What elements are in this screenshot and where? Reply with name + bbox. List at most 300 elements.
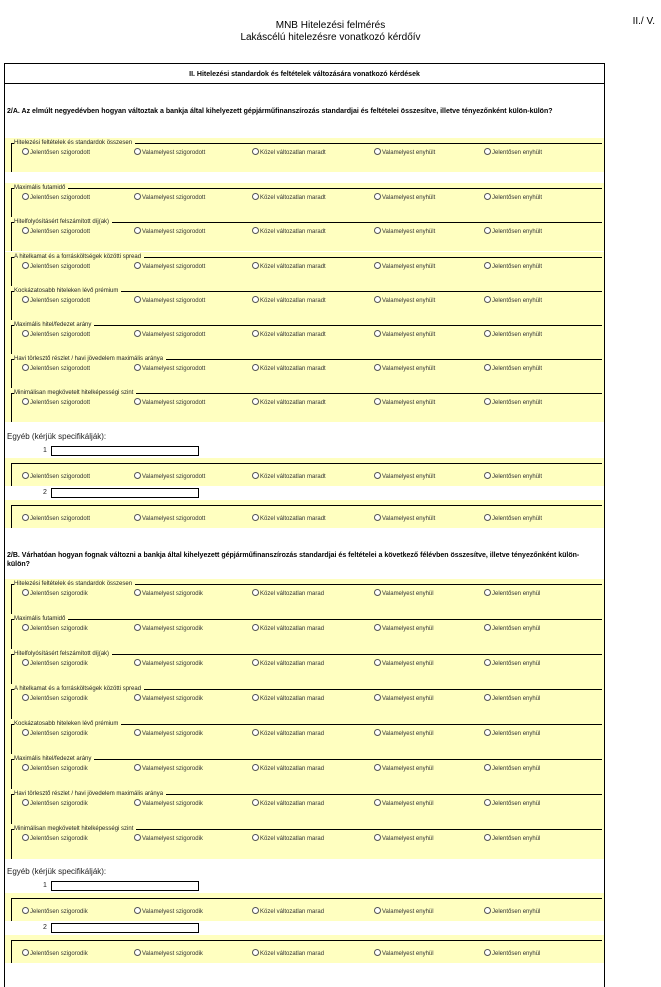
radio-button[interactable]	[22, 193, 29, 200]
factor-label: Hitelfolyósításért felszámított díj(ak)	[14, 218, 112, 226]
radio-button[interactable]	[484, 227, 491, 234]
factor-groupbox	[11, 616, 602, 649]
radio-option[interactable]	[22, 907, 88, 916]
radio-button[interactable]	[484, 907, 491, 914]
radio-label: Közel változatlan marad	[260, 766, 325, 772]
radio-option[interactable]	[374, 193, 435, 202]
radio-button[interactable]	[22, 472, 29, 479]
radio-label: Valamelyest szigorodik	[142, 766, 203, 772]
radio-button[interactable]	[134, 799, 141, 806]
radio-option[interactable]	[374, 472, 435, 481]
radio-option[interactable]	[252, 514, 326, 523]
radio-button[interactable]	[484, 514, 491, 521]
radio-button[interactable]	[134, 834, 141, 841]
radio-button[interactable]	[484, 729, 491, 736]
radio-option[interactable]	[134, 296, 205, 305]
radio-label: Jelentősen szigorodott	[30, 332, 91, 338]
radio-button[interactable]	[134, 330, 141, 337]
factor-group	[5, 614, 604, 649]
other-text-input[interactable]	[51, 488, 199, 498]
radio-button[interactable]	[252, 834, 259, 841]
factor-group	[5, 719, 604, 754]
factor-group	[5, 824, 604, 859]
radio-option[interactable]	[484, 589, 540, 598]
radio-option[interactable]	[252, 296, 326, 305]
radio-button[interactable]	[374, 364, 381, 371]
radio-option[interactable]	[134, 364, 205, 373]
radio-label: Közel változatlan maradt	[260, 195, 326, 201]
radio-label: Közel változatlan maradt	[260, 264, 326, 270]
radio-label: Közel változatlan maradt	[260, 474, 326, 480]
radio-button[interactable]	[134, 227, 141, 234]
radio-option[interactable]	[374, 764, 434, 773]
factor-group	[5, 138, 604, 172]
radio-label: Valamelyest enyhül	[382, 766, 434, 772]
radio-option[interactable]	[134, 949, 203, 958]
radio-option[interactable]	[22, 330, 90, 339]
radio-option[interactable]	[134, 193, 205, 202]
radio-button[interactable]	[134, 659, 141, 666]
radio-label: Valamelyest szigorodik	[142, 731, 203, 737]
radio-button[interactable]	[134, 472, 141, 479]
radio-option[interactable]	[484, 949, 540, 958]
radio-button[interactable]	[22, 296, 29, 303]
radio-label: Valamelyest szigorodott	[142, 195, 206, 201]
factor-label: Maximális futamidő	[14, 184, 68, 192]
radio-label: Jelentősen enyhül	[492, 661, 541, 667]
radio-button[interactable]	[22, 834, 29, 841]
radio-label: Valamelyest enyhül	[382, 661, 434, 667]
radio-option[interactable]	[252, 227, 326, 236]
other-item-number: 1	[43, 447, 47, 454]
radio-option[interactable]	[22, 949, 88, 958]
radio-option[interactable]	[134, 659, 203, 668]
radio-option[interactable]	[374, 148, 435, 157]
radio-button[interactable]	[484, 834, 491, 841]
radio-label: Jelentősen enyhül	[492, 696, 541, 702]
radio-button[interactable]	[374, 907, 381, 914]
radio-button[interactable]	[374, 799, 381, 806]
radio-option[interactable]	[22, 148, 90, 157]
radio-button[interactable]	[374, 227, 381, 234]
radio-button[interactable]	[22, 729, 29, 736]
radio-label: Valamelyest enyhült	[382, 195, 436, 201]
radio-option[interactable]	[484, 834, 540, 843]
radio-label: Jelentősen szigorodik	[30, 766, 88, 772]
radio-option[interactable]	[484, 472, 542, 481]
radio-button[interactable]	[252, 148, 259, 155]
radio-option[interactable]	[484, 694, 540, 703]
radio-button[interactable]	[484, 472, 491, 479]
radio-option[interactable]	[252, 729, 324, 738]
radio-option[interactable]	[134, 764, 203, 773]
radio-option[interactable]	[374, 589, 434, 598]
radio-option[interactable]	[134, 472, 205, 481]
factor-groupbox	[11, 322, 602, 354]
radio-label: Valamelyest enyhül	[382, 696, 434, 702]
radio-button[interactable]	[134, 514, 141, 521]
radio-button[interactable]	[374, 834, 381, 841]
radio-button[interactable]	[484, 193, 491, 200]
radio-button[interactable]	[134, 907, 141, 914]
radio-option[interactable]	[134, 227, 205, 236]
radio-label: Valamelyest enyhült	[382, 298, 436, 304]
radio-option[interactable]	[134, 262, 205, 271]
radio-label: Jelentősen enyhült	[492, 264, 543, 270]
radio-label: Közel változatlan marad	[260, 909, 325, 915]
other-item-number: 2	[43, 489, 47, 496]
factor-group	[5, 789, 604, 824]
radio-button[interactable]	[252, 330, 259, 337]
radio-button[interactable]	[484, 624, 491, 631]
factor-group	[5, 252, 604, 286]
radio-button[interactable]	[252, 364, 259, 371]
radio-option[interactable]	[484, 364, 542, 373]
factor-label: A hitelkamat és a forrásköltségek közötti spread	[14, 685, 144, 693]
radio-button[interactable]	[22, 398, 29, 405]
radio-label: Jelentősen enyhül	[492, 766, 541, 772]
radio-button[interactable]	[252, 949, 259, 956]
radio-button[interactable]	[484, 296, 491, 303]
radio-option[interactable]	[22, 589, 88, 598]
factor-groupbox	[11, 826, 602, 859]
radio-button[interactable]	[22, 227, 29, 234]
radio-option[interactable]	[134, 834, 203, 843]
radio-label: Valamelyest enyhül	[382, 801, 434, 807]
radio-button[interactable]	[22, 799, 29, 806]
radio-option[interactable]	[252, 799, 324, 808]
radio-button[interactable]	[484, 659, 491, 666]
radio-option[interactable]	[484, 514, 542, 523]
radio-option[interactable]	[374, 694, 434, 703]
radio-label: Valamelyest szigorodik	[142, 696, 203, 702]
radio-label: Valamelyest enyhült	[382, 150, 436, 156]
radio-label: Jelentősen szigorodott	[30, 229, 91, 235]
radio-label: Valamelyest szigorodik	[142, 591, 203, 597]
radio-button[interactable]	[484, 330, 491, 337]
radio-button[interactable]	[22, 262, 29, 269]
radio-option[interactable]	[374, 624, 434, 633]
radio-label: Jelentősen enyhül	[492, 951, 541, 957]
radio-label: Jelentősen enyhül	[492, 731, 541, 737]
radio-option[interactable]	[484, 148, 542, 157]
other-factor-groupbox	[11, 898, 602, 921]
radio-option[interactable]	[374, 907, 434, 916]
radio-label: Közel változatlan maradt	[260, 298, 326, 304]
radio-option[interactable]	[374, 227, 435, 236]
radio-option[interactable]	[374, 330, 435, 339]
radio-option[interactable]	[252, 764, 324, 773]
question-2a-title: 2/A. Az elmúlt negyedévben hogyan változtak a bankja által kihelyezett gépjárműfinanszírozás standardjai és feltételei összesítve, illetve tényezőnként külön-külön?	[7, 108, 553, 115]
radio-button[interactable]	[374, 262, 381, 269]
radio-button[interactable]	[22, 624, 29, 631]
factor-label: Minimálisan megkövetelt hitelképességi szint	[14, 389, 136, 397]
radio-option[interactable]	[22, 799, 88, 808]
radio-option[interactable]	[22, 659, 88, 668]
radio-option[interactable]	[252, 834, 324, 843]
radio-option[interactable]	[484, 262, 542, 271]
radio-label: Közel változatlan marad	[260, 591, 325, 597]
radio-button[interactable]	[374, 589, 381, 596]
radio-option[interactable]	[252, 262, 326, 271]
radio-option[interactable]	[22, 514, 90, 523]
radio-button[interactable]	[374, 729, 381, 736]
radio-button[interactable]	[252, 729, 259, 736]
radio-label: Valamelyest szigorodott	[142, 298, 206, 304]
radio-option[interactable]	[374, 834, 434, 843]
radio-label: Közel változatlan maradt	[260, 400, 326, 406]
radio-label: Jelentősen szigorodik	[30, 731, 88, 737]
radio-button[interactable]	[22, 148, 29, 155]
radio-button[interactable]	[134, 193, 141, 200]
radio-button[interactable]	[22, 764, 29, 771]
radio-button[interactable]	[134, 364, 141, 371]
radio-button[interactable]	[374, 398, 381, 405]
other-text-input[interactable]	[51, 923, 199, 933]
divider	[5, 83, 604, 84]
radio-option[interactable]	[252, 949, 324, 958]
radio-button[interactable]	[484, 694, 491, 701]
radio-button[interactable]	[374, 330, 381, 337]
radio-button[interactable]	[252, 262, 259, 269]
radio-option[interactable]	[374, 729, 434, 738]
radio-button[interactable]	[374, 659, 381, 666]
radio-label: Valamelyest enyhült	[382, 332, 436, 338]
radio-button[interactable]	[22, 330, 29, 337]
radio-label: Valamelyest szigorodott	[142, 366, 206, 372]
radio-label: Jelentősen szigorodott	[30, 366, 91, 372]
radio-button[interactable]	[134, 148, 141, 155]
radio-option[interactable]	[484, 193, 542, 202]
radio-option[interactable]	[22, 764, 88, 773]
radio-button[interactable]	[252, 589, 259, 596]
radio-label: Valamelyest enyhül	[382, 909, 434, 915]
factor-groupbox	[11, 791, 602, 824]
radio-option[interactable]	[134, 729, 203, 738]
radio-label: Valamelyest enyhül	[382, 951, 434, 957]
radio-label: Valamelyest szigorodik	[142, 951, 203, 957]
radio-button[interactable]	[484, 262, 491, 269]
radio-option[interactable]	[134, 330, 205, 339]
radio-label: Valamelyest szigorodott	[142, 516, 206, 522]
radio-label: Jelentősen enyhült	[492, 516, 543, 522]
radio-option[interactable]	[484, 624, 540, 633]
radio-button[interactable]	[22, 589, 29, 596]
factor-group	[5, 684, 604, 719]
radio-label: Valamelyest enyhül	[382, 731, 434, 737]
other-label: Egyéb (kérjük specifikálják):	[7, 867, 107, 876]
radio-button[interactable]	[374, 764, 381, 771]
radio-option[interactable]	[484, 907, 540, 916]
factor-groupbox	[11, 721, 602, 754]
radio-button[interactable]	[134, 949, 141, 956]
radio-option[interactable]	[22, 296, 90, 305]
other-text-input[interactable]	[51, 881, 199, 891]
radio-button[interactable]	[134, 398, 141, 405]
radio-button[interactable]	[374, 624, 381, 631]
radio-button[interactable]	[374, 148, 381, 155]
radio-option[interactable]	[134, 398, 205, 407]
radio-option[interactable]	[134, 907, 203, 916]
radio-option[interactable]	[22, 364, 90, 373]
radio-option[interactable]	[374, 949, 434, 958]
factor-label: Havi törlesztő részlet / havi jövedelem maximális aránya	[14, 355, 166, 363]
page-number: II./ V.	[632, 16, 655, 27]
radio-button[interactable]	[252, 398, 259, 405]
radio-label: Valamelyest szigorodott	[142, 474, 206, 480]
radio-option[interactable]	[134, 514, 205, 523]
radio-option[interactable]	[252, 193, 326, 202]
radio-button[interactable]	[134, 764, 141, 771]
factor-groupbox	[11, 390, 602, 422]
radio-option[interactable]	[374, 398, 435, 407]
radio-button[interactable]	[22, 364, 29, 371]
radio-button[interactable]	[134, 589, 141, 596]
radio-button[interactable]	[484, 589, 491, 596]
radio-button[interactable]	[134, 694, 141, 701]
radio-button[interactable]	[252, 193, 259, 200]
radio-label: Közel változatlan marad	[260, 836, 325, 842]
radio-option[interactable]	[484, 330, 542, 339]
radio-button[interactable]	[374, 694, 381, 701]
radio-label: Közel változatlan marad	[260, 951, 325, 957]
radio-option[interactable]	[22, 624, 88, 633]
radio-label: Valamelyest szigorodik	[142, 801, 203, 807]
radio-label: Valamelyest szigorodik	[142, 626, 203, 632]
radio-button[interactable]	[374, 193, 381, 200]
radio-button[interactable]	[22, 514, 29, 521]
radio-label: Valamelyest szigorodott	[142, 400, 206, 406]
radio-button[interactable]	[134, 296, 141, 303]
radio-option[interactable]	[252, 624, 324, 633]
radio-option[interactable]	[22, 834, 88, 843]
radio-button[interactable]	[252, 694, 259, 701]
radio-button[interactable]	[252, 472, 259, 479]
radio-option[interactable]	[252, 330, 326, 339]
radio-option[interactable]	[252, 907, 324, 916]
radio-label: Jelentősen szigorodott	[30, 400, 91, 406]
radio-option[interactable]	[374, 514, 435, 523]
radio-option[interactable]	[374, 659, 434, 668]
radio-button[interactable]	[22, 949, 29, 956]
radio-label: Jelentősen enyhült	[492, 298, 543, 304]
radio-label: Jelentősen szigorodott	[30, 195, 91, 201]
radio-button[interactable]	[252, 764, 259, 771]
radio-label: Jelentősen enyhült	[492, 332, 543, 338]
radio-option[interactable]	[374, 296, 435, 305]
radio-button[interactable]	[484, 148, 491, 155]
radio-button[interactable]	[484, 764, 491, 771]
radio-label: Közel változatlan maradt	[260, 229, 326, 235]
radio-button[interactable]	[252, 907, 259, 914]
radio-option[interactable]	[484, 729, 540, 738]
radio-label: Jelentősen enyhül	[492, 801, 541, 807]
radio-option[interactable]	[374, 262, 435, 271]
other-text-input[interactable]	[51, 446, 199, 456]
radio-label: Jelentősen szigorodott	[30, 150, 91, 156]
radio-label: Valamelyest enyhült	[382, 400, 436, 406]
radio-label: Valamelyest enyhül	[382, 591, 434, 597]
radio-button[interactable]	[134, 729, 141, 736]
radio-button[interactable]	[22, 694, 29, 701]
factor-groupbox	[11, 288, 602, 320]
radio-label: Jelentősen szigorodott	[30, 516, 91, 522]
factor-group	[5, 579, 604, 614]
radio-button[interactable]	[22, 659, 29, 666]
radio-option[interactable]	[22, 729, 88, 738]
radio-option[interactable]	[374, 364, 435, 373]
radio-option[interactable]	[22, 227, 90, 236]
radio-option[interactable]	[134, 148, 205, 157]
radio-button[interactable]	[252, 659, 259, 666]
factor-groupbox	[11, 356, 602, 388]
radio-option[interactable]	[484, 227, 542, 236]
radio-option[interactable]	[252, 472, 326, 481]
radio-option[interactable]	[374, 799, 434, 808]
radio-option[interactable]	[252, 398, 326, 407]
radio-option[interactable]	[484, 659, 540, 668]
radio-button[interactable]	[252, 227, 259, 234]
radio-label: Közel változatlan maradt	[260, 332, 326, 338]
radio-label: Valamelyest szigorodott	[142, 150, 206, 156]
radio-option[interactable]	[252, 659, 324, 668]
other-factor-groupbox	[11, 463, 602, 486]
radio-option[interactable]	[252, 148, 326, 157]
radio-button[interactable]	[374, 949, 381, 956]
radio-option[interactable]	[134, 694, 203, 703]
radio-button[interactable]	[252, 624, 259, 631]
factor-group	[5, 649, 604, 684]
radio-button[interactable]	[252, 799, 259, 806]
factor-groupbox	[11, 219, 602, 251]
radio-option[interactable]	[134, 589, 203, 598]
radio-button[interactable]	[484, 799, 491, 806]
radio-button[interactable]	[134, 624, 141, 631]
radio-option[interactable]	[252, 589, 324, 598]
radio-option[interactable]	[484, 296, 542, 305]
radio-option[interactable]	[22, 193, 90, 202]
radio-button[interactable]	[134, 262, 141, 269]
radio-option[interactable]	[134, 799, 203, 808]
radio-option[interactable]	[22, 398, 90, 407]
radio-button[interactable]	[484, 949, 491, 956]
radio-label: Valamelyest enyhült	[382, 264, 436, 270]
radio-button[interactable]	[374, 472, 381, 479]
radio-option[interactable]	[252, 364, 326, 373]
factor-label: Maximális futamidő	[14, 615, 68, 623]
radio-option[interactable]	[134, 624, 203, 633]
radio-button[interactable]	[484, 398, 491, 405]
radio-button[interactable]	[374, 514, 381, 521]
radio-label: Jelentősen enyhült	[492, 400, 543, 406]
radio-button[interactable]	[22, 907, 29, 914]
other-factor-group	[5, 500, 604, 528]
radio-option[interactable]	[484, 764, 540, 773]
radio-button[interactable]	[252, 296, 259, 303]
radio-option[interactable]	[484, 799, 540, 808]
radio-label: Közel változatlan marad	[260, 731, 325, 737]
radio-option[interactable]	[484, 398, 542, 407]
radio-option[interactable]	[22, 472, 90, 481]
radio-label: Jelentősen enyhül	[492, 909, 541, 915]
radio-option[interactable]	[22, 694, 88, 703]
radio-button[interactable]	[374, 296, 381, 303]
radio-button[interactable]	[252, 514, 259, 521]
other-factor-group	[5, 893, 604, 921]
radio-option[interactable]	[252, 694, 324, 703]
radio-option[interactable]	[22, 262, 90, 271]
radio-button[interactable]	[484, 364, 491, 371]
